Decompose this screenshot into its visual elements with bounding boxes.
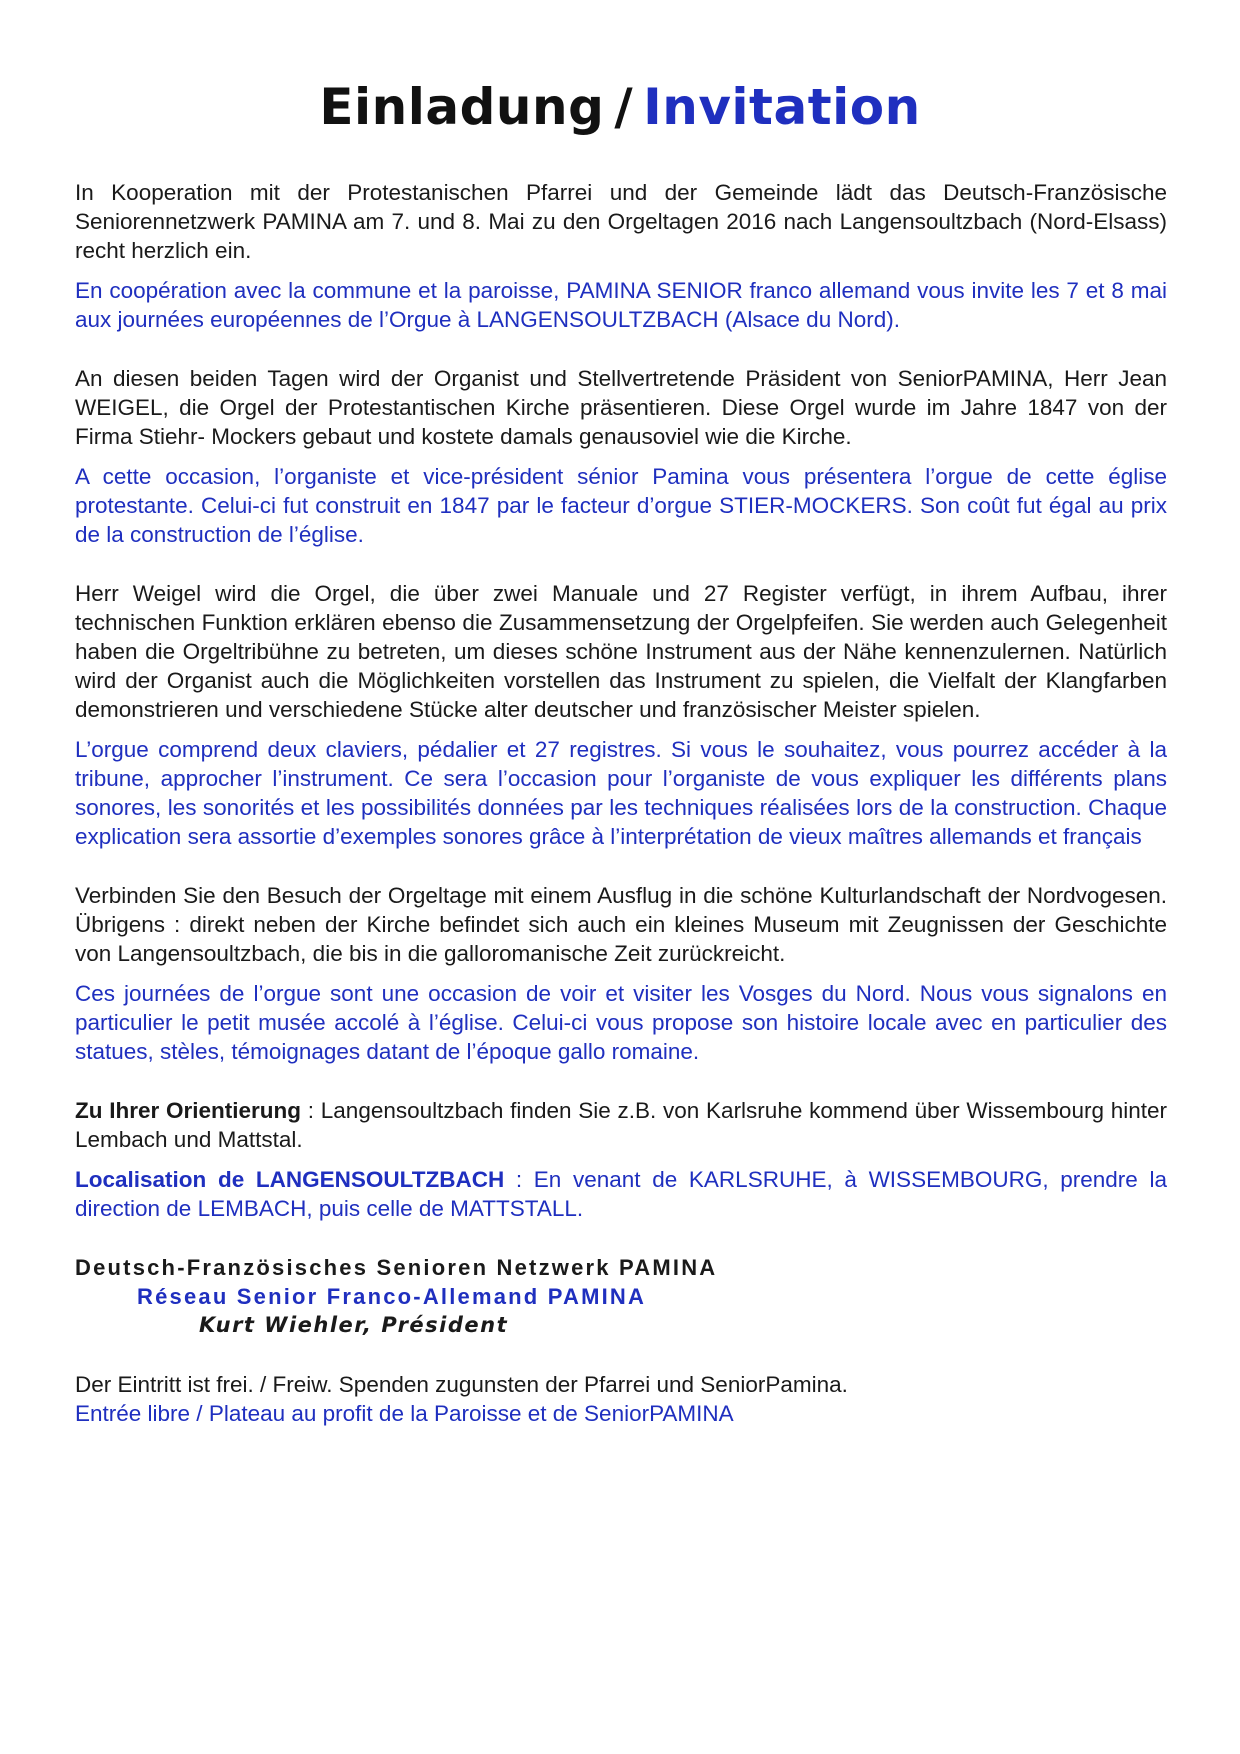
title-french: Invitation [643,78,921,136]
paragraph-de-3: Herr Weigel wird die Orgel, die über zwei Manuale und 27 Register verfügt, in ihrem Aufbau, ihrer technischen Funktion erklären ebenso die Zusammensetzung der Orgelpfeifen. Sie werden auch Gelegenheit haben die Orgeltribühne zu betreten, um dieses schöne Instrument aus der Nähe kennenzulernen. Natürlich wird der Organist auch die Möglichkeiten vorstellen das Instrument zu spielen, die Vielfalt der Klangfarben demonstrieren und verschiedene Stücke alter deutscher und französischer Meister spielen. [75,581,1167,722]
paragraph-de-2: An diesen beiden Tagen wird der Organist und Stellvertretende Präsident von SeniorPAMINA, Herr Jean WEIGEL, die Orgel der Protestantischen Kirche präsentieren. Diese Orgel wurde im Jahre 1847 von der Firma Stiehr- Mockers gebaut und kostete damals genausoviel wie die Kirche. [75,366,1167,449]
invitation-body [75,178,1167,1428]
orientation-de [75,1096,1167,1154]
paragraph-fr-4: Ces journées de l’orgue sont une occasion de voir et visiter les Vosges du Nord. Nous vous signalons en particulier le petit musée accolé à l’église. Celui-ci vous propose son histoire locale avec en particulier des statues, stèles, témoignages datant de l’époque gallo romaine. [75,981,1167,1064]
orientation-fr [75,1165,1167,1223]
paragraph-fr-3: L’orgue comprend deux claviers, pédalier et 27 registres. Si vous le souhaitez, vous pourrez accéder à la tribune, approcher l’instrument. Ce sera l’occasion pour l’organiste de vous expliquer les différents plans sonores, les sonorités et les possibilités données par les techniques réalisées lors de la construction. Chaque explication sera assortie d’exemples sonores grâce à l’interprétation de vieux maîtres allemands et français [75,737,1167,849]
orientation-de-text: : Langensoultzbach finden Sie z.B. von Karlsruhe kommend über Wissembourg hinter Lembach und Mattstal. [75,1098,1167,1152]
signature-block [75,1253,1167,1340]
paragraph-de-1: In Kooperation mit der Protestanischen Pfarrei und der Gemeinde lädt das Deutsch-Französische Seniorennetzwerk PAMINA am 7. und 8. Mai zu den Orgeltagen 2016 nach Langensoultzbach (Nord-Elsass) recht herzlich ein. [75,180,1167,263]
signature-org-fr: Réseau Senior Franco-Allemand PAMINA [137,1284,647,1309]
orientation-fr-label: Localisation de LANGENSOULTZBACH [75,1167,505,1192]
footer-fr: Entrée libre / Plateau au profit de la Paroisse et de SeniorPAMINA [75,1401,734,1426]
orientation-fr-text: : En venant de KARLSRUHE, à WISSEMBOURG, prendre la direction de LEMBACH, puis celle de MATTSTALL. [75,1167,1167,1221]
paragraph-de-4: Verbinden Sie den Besuch der Orgeltage mit einem Ausflug in die schöne Kulturlandschaft der Nordvogesen. Übrigens : direkt neben der Kirche befindet sich auch ein kleines Museum mit Zeugnissen der Geschichte von Langensoultzbach, die bis in die galloromanische Zeit zurückreicht. [75,883,1167,966]
title-separator: / [614,78,634,136]
signature-org-de: Deutsch-Französisches Senioren Netzwerk PAMINA [75,1255,718,1280]
signature-person: Kurt Wiehler, Président [199,1313,509,1337]
paragraph-fr-1: En coopération avec la commune et la paroisse, PAMINA SENIOR franco allemand vous invite les 7 et 8 mai aux journées européennes de l’Orgue à LANGENSOULTZBACH (Alsace du Nord). [75,278,1167,332]
orientation-de-label: Zu Ihrer Orientierung [75,1098,302,1123]
footer-de: Der Eintritt ist frei. / Freiw. Spenden zugunsten der Pfarrei und SeniorPamina. [75,1372,848,1397]
title-german: Einladung [319,78,605,136]
page-title [0,78,1240,136]
paragraph-fr-2: A cette occasion, l’organiste et vice-président sénior Pamina vous présentera l’orgue de cette église protestante. Celui-ci fut construit en 1847 par le facteur d’orgue STIER-MOCKERS. Son coût fut égal au prix de la construction de l’église. [75,464,1167,547]
